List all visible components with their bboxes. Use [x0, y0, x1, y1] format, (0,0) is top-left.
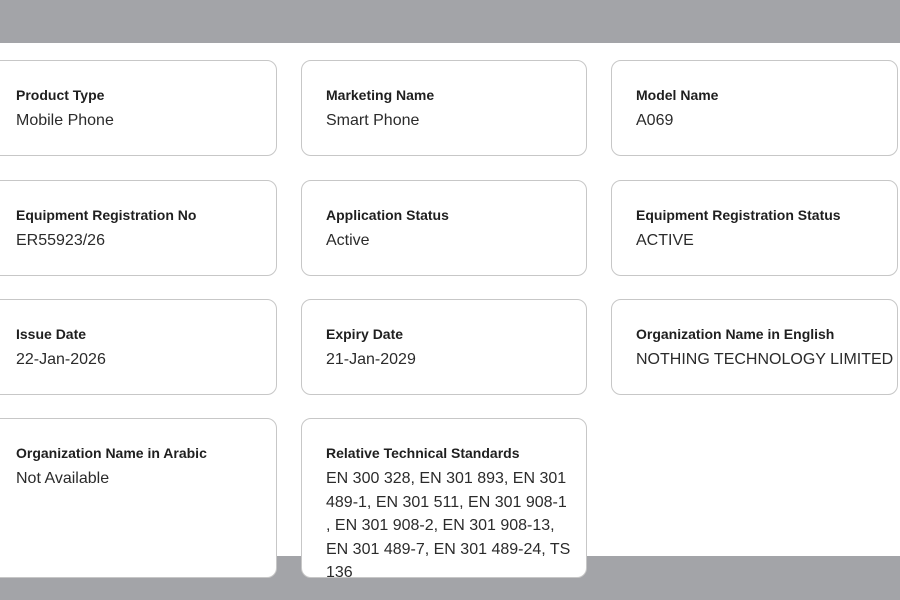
equipment-registration-no-card [0, 180, 277, 276]
marketing-name-label: Marketing Name [326, 87, 435, 103]
equipment-registration-status-card [611, 180, 898, 276]
marketing-name-value: Smart Phone [326, 112, 420, 129]
organization-name-arabic-label: Organization Name in Arabic [16, 445, 207, 461]
model-name-card [611, 60, 898, 156]
equipment-registration-status-label: Equipment Registration Status [636, 207, 841, 223]
technical-standards-card [301, 418, 587, 581]
registration-details-panel [0, 43, 900, 581]
expiry-date-label: Expiry Date [326, 326, 404, 342]
issue-date-card [0, 299, 277, 395]
product-type-card [0, 60, 277, 156]
equipment-registration-no-label: Equipment Registration No [16, 207, 197, 223]
application-status-value: Active [326, 232, 370, 249]
expiry-date-value: 21-Jan-2029 [326, 351, 416, 368]
organization-name-english-card [611, 299, 898, 395]
model-name-value: A069 [636, 112, 674, 129]
equipment-registration-status-value: ACTIVE [636, 232, 694, 249]
model-name-label: Model Name [636, 87, 719, 103]
marketing-name-card [301, 60, 587, 156]
product-type-label: Product Type [16, 87, 105, 103]
organization-name-english-label: Organization Name in English [636, 326, 835, 342]
organization-name-arabic-value: Not Available [16, 470, 110, 487]
expiry-date-card [301, 299, 587, 395]
issue-date-label: Issue Date [16, 326, 87, 342]
product-type-value: Mobile Phone [16, 112, 114, 129]
technical-standards-label: Relative Technical Standards [326, 445, 520, 461]
issue-date-value: 22-Jan-2026 [16, 351, 106, 368]
equipment-registration-no-value: ER55923/26 [16, 232, 105, 249]
application-status-card [301, 180, 587, 276]
technical-standards-value: EN 300 328, EN 301 893, EN 301 489-1, EN 301 511, EN 301 908-1 , EN 301 908-2, EN 301 908-13, EN 301 489-7, EN 301 489-24, TS 136 [326, 470, 571, 581]
organization-name-arabic-card [0, 418, 277, 578]
organization-name-english-value: NOTHING TECHNOLOGY LIMITED [636, 351, 894, 368]
application-status-label: Application Status [326, 207, 449, 223]
